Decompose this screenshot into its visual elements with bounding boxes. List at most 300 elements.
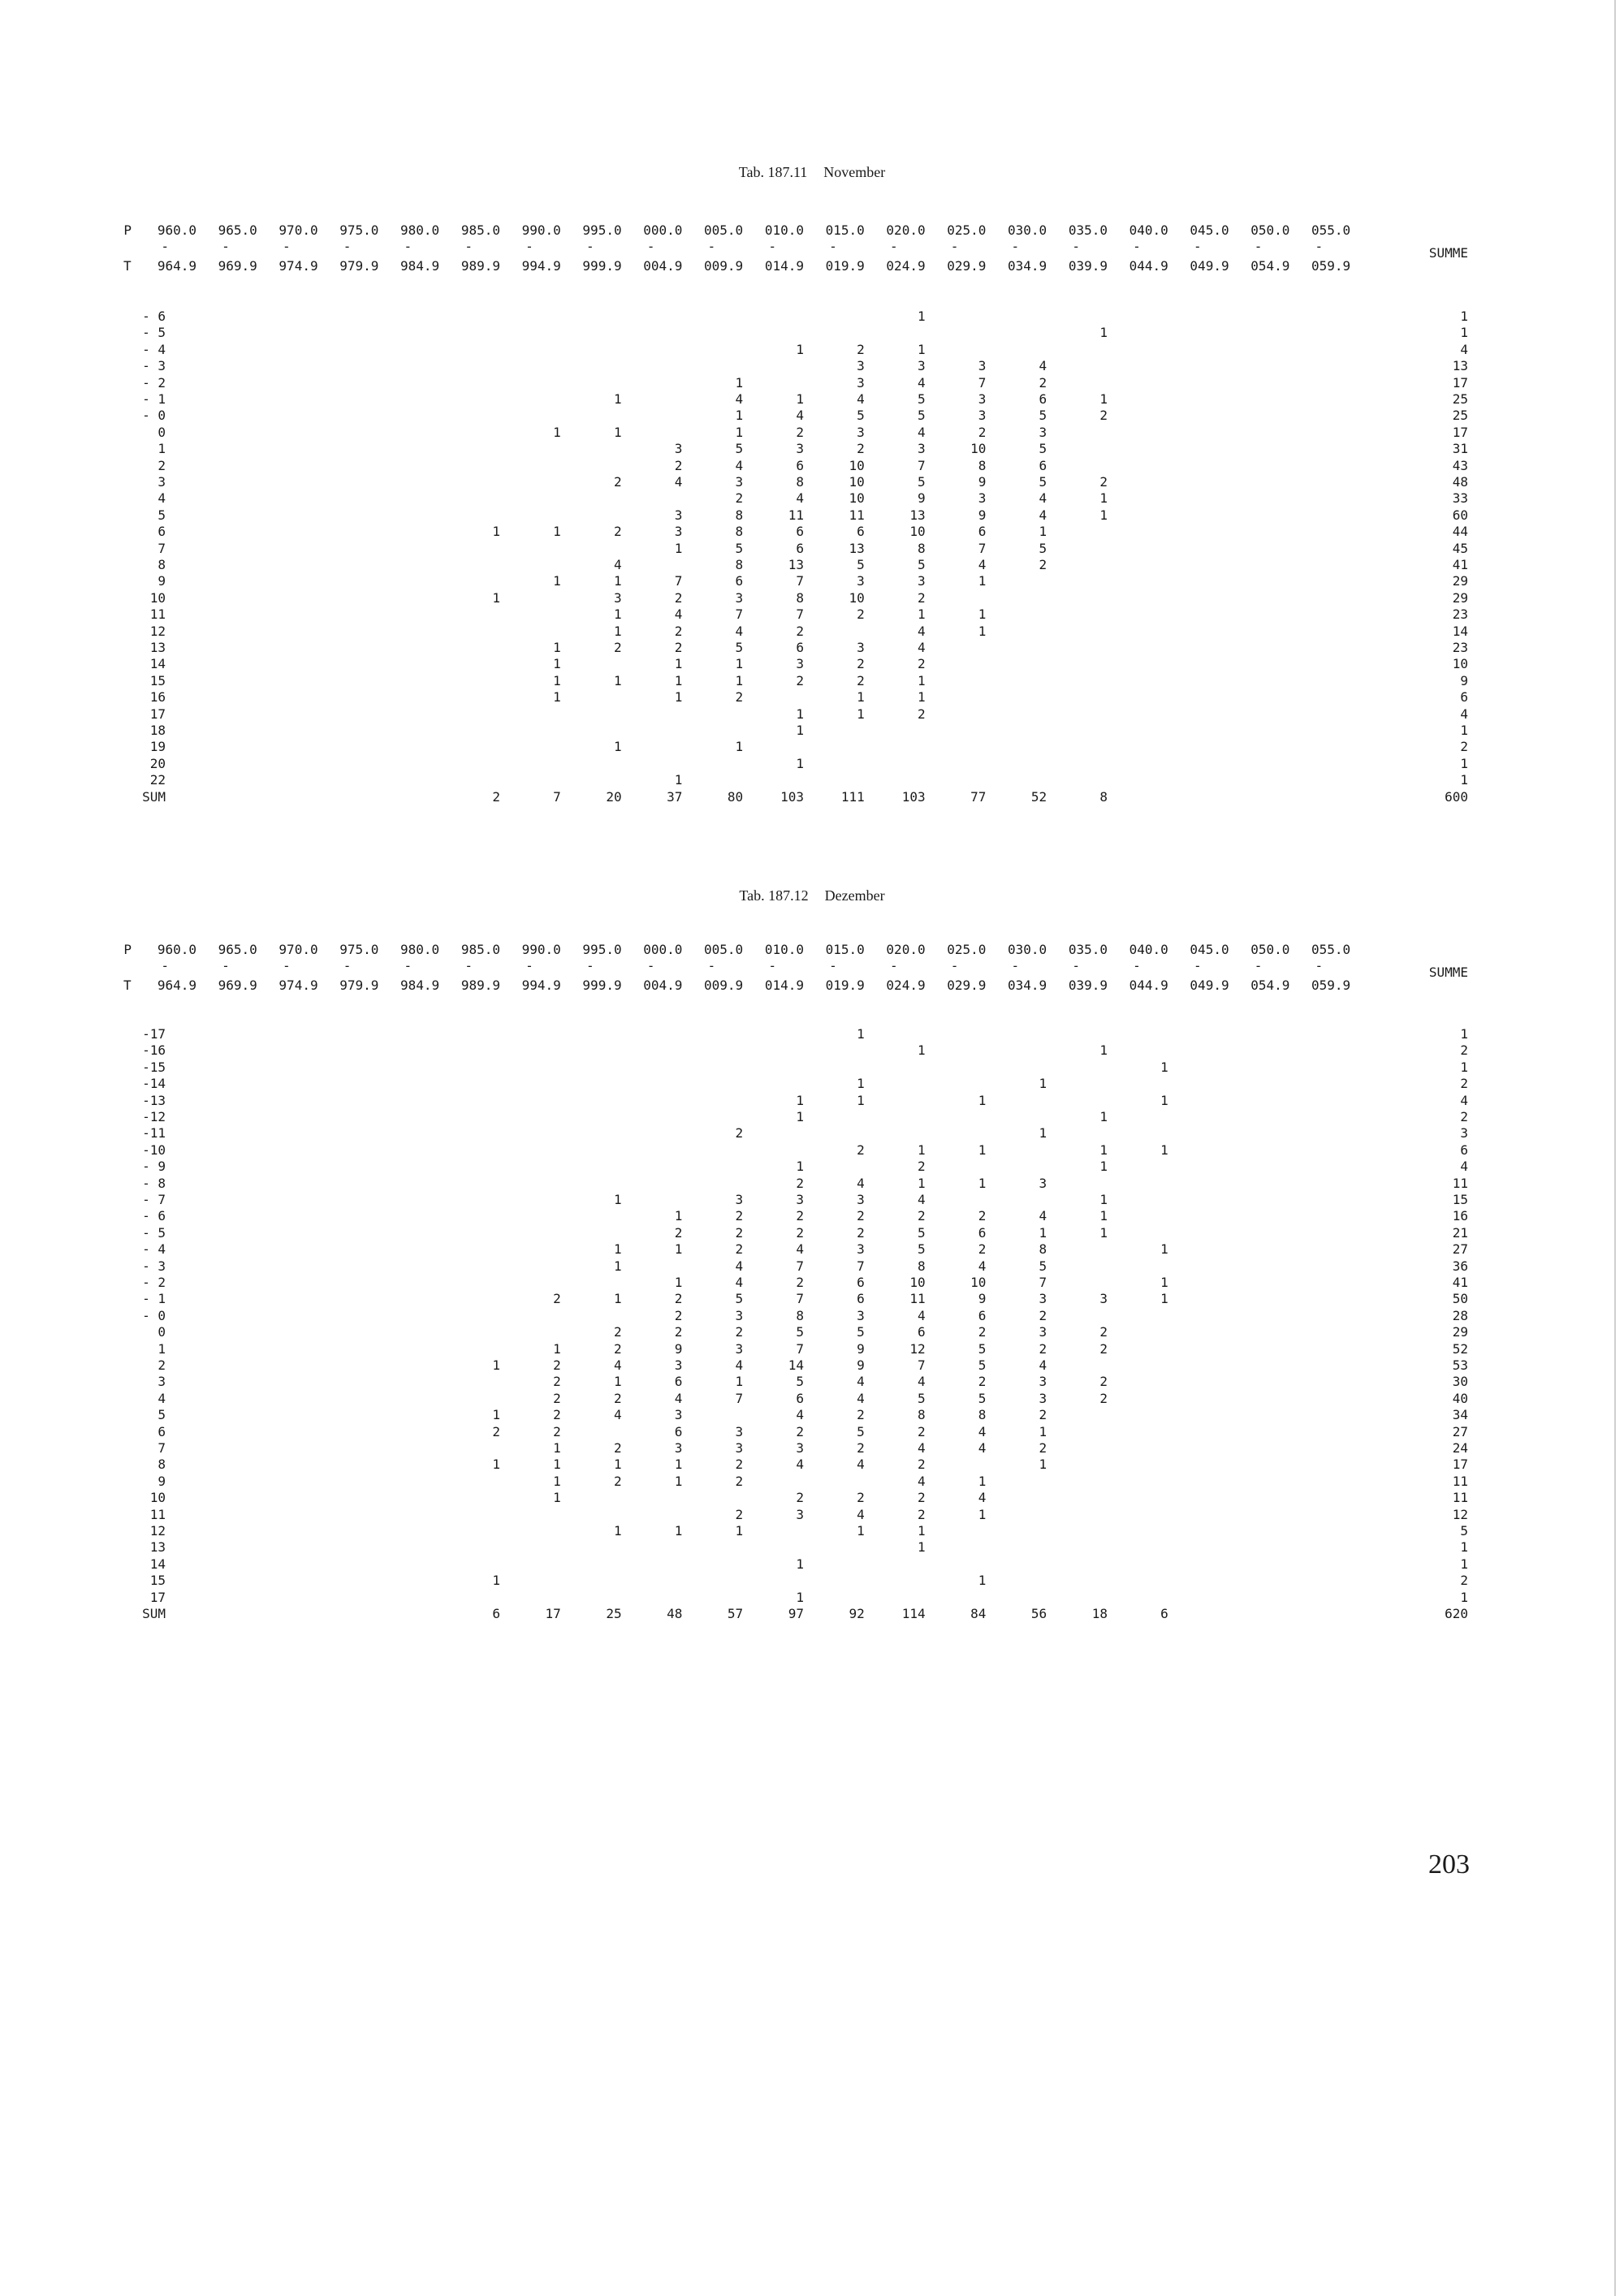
temperature-label: 5: [158, 507, 166, 523]
count-cell: 1: [674, 1457, 683, 1473]
count-cell: 1: [613, 1258, 622, 1274]
column-total: 103: [901, 788, 926, 805]
count-cell: 5: [978, 1390, 987, 1406]
count-cell: 2: [735, 490, 744, 507]
p-range-to: 054.9: [1250, 978, 1290, 993]
count-cell: 1: [674, 1275, 683, 1290]
count-cell: 2: [796, 424, 804, 440]
temperature-label: 8: [158, 1457, 166, 1473]
count-cell: 2: [978, 1324, 987, 1340]
p-range-dash: -: [646, 239, 655, 254]
row-total: 45: [1452, 540, 1468, 556]
count-cell: 2: [1039, 374, 1047, 391]
count-cell: 2: [553, 1407, 561, 1423]
p-range-dash: -: [1072, 239, 1080, 254]
temperature-label: -10: [142, 1142, 166, 1158]
p-range-to: 984.9: [400, 978, 440, 993]
count-cell: 5: [1039, 408, 1047, 424]
count-cell: 3: [1039, 1390, 1047, 1406]
count-cell: 1: [978, 1142, 987, 1158]
p-range-to: 049.9: [1190, 258, 1229, 274]
count-cell: 8: [735, 507, 744, 523]
count-cell: 1: [978, 623, 987, 639]
count-cell: 2: [735, 1324, 744, 1340]
row-total: 10: [1452, 656, 1468, 672]
p-range-dash: -: [889, 239, 898, 254]
count-cell: 1: [735, 739, 744, 755]
count-cell: 1: [613, 573, 622, 589]
count-cell: 8: [978, 457, 987, 473]
count-cell: 3: [917, 573, 926, 589]
temperature-label: - 4: [142, 341, 166, 357]
sum-label: SUM: [142, 1606, 166, 1621]
count-cell: 1: [613, 739, 622, 755]
count-cell: 2: [613, 1324, 622, 1340]
count-cell: 1: [674, 1523, 683, 1539]
temperature-label: - 3: [142, 1258, 166, 1274]
temperature-label: - 9: [142, 1159, 166, 1175]
count-cell: 4: [978, 557, 987, 572]
count-cell: 4: [917, 640, 926, 655]
temperature-label: 10: [149, 589, 166, 606]
count-cell: 1: [492, 1457, 500, 1473]
count-cell: 6: [978, 1307, 987, 1323]
p-range-from: 055.0: [1311, 222, 1351, 238]
temperature-label: 15: [149, 672, 166, 688]
count-cell: 2: [857, 656, 865, 672]
p-range-dash: -: [343, 958, 352, 973]
p-range-to: 044.9: [1129, 978, 1168, 993]
count-cell: 2: [1039, 1407, 1047, 1423]
p-range-dash: -: [464, 958, 473, 973]
count-cell: 4: [1039, 507, 1047, 523]
count-cell: 3: [796, 441, 804, 457]
count-cell: 1: [796, 391, 804, 407]
p-range-from: 000.0: [643, 942, 683, 957]
count-cell: 5: [796, 1374, 804, 1390]
p-range-from: 010.0: [764, 222, 804, 238]
p-range-from: 990.0: [521, 222, 561, 238]
p-range-to: 054.9: [1250, 258, 1290, 274]
p-range-from: 045.0: [1190, 222, 1229, 238]
count-cell: 3: [796, 1440, 804, 1456]
p-range-to: 974.9: [279, 978, 318, 993]
count-cell: 3: [1099, 1291, 1108, 1307]
grand-total: 620: [1445, 1606, 1468, 1621]
count-cell: 1: [613, 1374, 622, 1390]
count-cell: 6: [735, 573, 744, 589]
column-total: 48: [667, 1606, 683, 1621]
table-label: Tab. 187.12: [739, 887, 809, 904]
count-cell: 4: [796, 1407, 804, 1423]
temperature-label: 16: [149, 689, 166, 706]
column-total: 97: [788, 1606, 804, 1621]
count-cell: 3: [857, 1192, 865, 1207]
p-range-to: 019.9: [825, 978, 865, 993]
row-total: 11: [1452, 1175, 1468, 1191]
temperature-label: 1: [158, 441, 166, 457]
count-cell: 1: [1160, 1241, 1168, 1258]
count-cell: 2: [613, 640, 622, 655]
count-cell: 1: [674, 1241, 683, 1258]
count-cell: 9: [674, 1340, 683, 1357]
count-cell: 1: [1160, 1092, 1168, 1108]
count-cell: 3: [857, 1307, 865, 1323]
count-cell: 10: [970, 1275, 987, 1290]
count-cell: 1: [492, 1573, 500, 1589]
count-cell: 9: [978, 1291, 987, 1307]
count-cell: 4: [796, 1241, 804, 1258]
row-total: 60: [1452, 507, 1468, 523]
count-cell: 1: [613, 623, 622, 639]
count-cell: 3: [1039, 1374, 1047, 1390]
p-range-to: 034.9: [1008, 978, 1047, 993]
row-total: 29: [1452, 1324, 1468, 1340]
column-total: 25: [606, 1606, 622, 1621]
temperature-label: 6: [158, 1423, 166, 1439]
count-cell: 3: [917, 358, 926, 374]
row-total: 23: [1452, 640, 1468, 655]
count-cell: 1: [1099, 1208, 1108, 1224]
count-cell: 1: [674, 672, 683, 688]
p-range-from: 025.0: [947, 942, 987, 957]
count-cell: 1: [1160, 1291, 1168, 1307]
count-cell: 1: [553, 1473, 561, 1489]
p-range-dash: -: [1133, 239, 1141, 254]
count-cell: 2: [857, 441, 865, 457]
count-cell: 4: [917, 1440, 926, 1456]
column-total: 37: [667, 788, 683, 805]
count-cell: 1: [1099, 325, 1108, 341]
row-total: 1: [1460, 1556, 1468, 1572]
count-cell: 1: [735, 1374, 744, 1390]
column-total: 8: [1099, 788, 1108, 805]
count-cell: 1: [613, 1241, 622, 1258]
count-cell: 5: [1039, 1258, 1047, 1274]
count-cell: 2: [735, 689, 744, 706]
count-cell: 1: [917, 1539, 926, 1556]
p-range-from: 960.0: [157, 222, 197, 238]
count-cell: 10: [849, 490, 865, 507]
row-total: 27: [1452, 1423, 1468, 1439]
count-cell: 4: [735, 391, 744, 407]
count-cell: 9: [978, 474, 987, 490]
count-cell: 2: [796, 623, 804, 639]
p-range-from: 030.0: [1008, 222, 1047, 238]
count-cell: 10: [970, 441, 987, 457]
p-range-from: 015.0: [825, 942, 865, 957]
row-total: 1: [1460, 1026, 1468, 1042]
row-total: 25: [1452, 408, 1468, 424]
count-cell: 9: [917, 490, 926, 507]
count-cell: 1: [553, 1490, 561, 1506]
count-cell: 4: [796, 408, 804, 424]
count-cell: 1: [796, 1589, 804, 1605]
count-cell: 2: [857, 341, 865, 357]
temperature-label: 11: [149, 1506, 166, 1522]
row-total: 29: [1452, 589, 1468, 606]
p-range-dash: -: [829, 958, 837, 973]
row-total: 4: [1460, 1159, 1468, 1175]
row-total: 14: [1452, 623, 1468, 639]
count-cell: 3: [796, 1506, 804, 1522]
p-range-dash: -: [1315, 239, 1324, 254]
row-total: 29: [1452, 573, 1468, 589]
count-cell: 2: [857, 1142, 865, 1158]
page-edge-line: [1614, 0, 1616, 2296]
count-cell: 5: [917, 1241, 926, 1258]
count-cell: 6: [1039, 391, 1047, 407]
p-range-dash: -: [1133, 958, 1141, 973]
count-cell: 1: [978, 573, 987, 589]
count-cell: 2: [553, 1291, 561, 1307]
count-cell: 1: [613, 391, 622, 407]
count-cell: 1: [857, 706, 865, 722]
temperature-label: 17: [149, 706, 166, 722]
count-cell: 7: [978, 374, 987, 391]
count-cell: 1: [553, 1457, 561, 1473]
count-cell: 7: [796, 1340, 804, 1357]
count-cell: 1: [1039, 1125, 1047, 1142]
p-range-dash: -: [950, 239, 959, 254]
count-cell: 1: [1039, 1423, 1047, 1439]
p-range-to: 964.9: [157, 978, 197, 993]
count-cell: 4: [1039, 358, 1047, 374]
p-range-dash: -: [161, 958, 169, 973]
t-axis-label: T: [123, 978, 132, 993]
row-total: 2: [1460, 739, 1468, 755]
count-cell: 2: [613, 524, 622, 540]
temperature-label: 12: [149, 1523, 166, 1539]
count-cell: 1: [674, 1208, 683, 1224]
count-cell: 3: [735, 1440, 744, 1456]
temperature-label: - 7: [142, 1192, 166, 1207]
count-cell: 4: [857, 1506, 865, 1522]
count-cell: 5: [1039, 441, 1047, 457]
count-cell: 5: [1039, 474, 1047, 490]
count-cell: 5: [1039, 540, 1047, 556]
count-cell: 1: [917, 1042, 926, 1059]
temperature-label: 4: [158, 490, 166, 507]
row-total: 52: [1452, 1340, 1468, 1357]
count-cell: 5: [978, 1340, 987, 1357]
count-cell: 10: [849, 474, 865, 490]
row-total: 36: [1452, 1258, 1468, 1274]
temperature-label: 2: [158, 457, 166, 473]
count-cell: 11: [909, 1291, 926, 1307]
count-cell: 4: [857, 1390, 865, 1406]
p-range-dash: -: [222, 958, 230, 973]
count-cell: 13: [788, 557, 804, 572]
count-cell: 5: [857, 557, 865, 572]
temperature-label: - 1: [142, 391, 166, 407]
p-range-dash: -: [1193, 239, 1202, 254]
p-range-to: 004.9: [643, 258, 683, 274]
temperature-label: 20: [149, 755, 166, 771]
p-range-to: 009.9: [704, 258, 744, 274]
count-cell: 5: [917, 474, 926, 490]
count-cell: 1: [1099, 1042, 1108, 1059]
temperature-label: 13: [149, 640, 166, 655]
count-cell: 2: [796, 1175, 804, 1191]
count-cell: 2: [917, 1208, 926, 1224]
count-cell: 2: [796, 1423, 804, 1439]
p-range-to: 014.9: [764, 978, 804, 993]
temperature-label: 14: [149, 656, 166, 672]
count-cell: 6: [857, 524, 865, 540]
count-cell: 2: [735, 1125, 744, 1142]
count-cell: 2: [917, 1457, 926, 1473]
count-cell: 9: [857, 1357, 865, 1373]
count-cell: 2: [674, 1307, 683, 1323]
count-cell: 13: [909, 507, 926, 523]
column-total: 57: [727, 1606, 744, 1621]
count-cell: 2: [857, 1490, 865, 1506]
temperature-label: - 2: [142, 1275, 166, 1290]
count-cell: 2: [1039, 1340, 1047, 1357]
count-cell: 4: [857, 1374, 865, 1390]
count-cell: 3: [857, 640, 865, 655]
count-cell: 2: [613, 1390, 622, 1406]
count-cell: 4: [978, 1490, 987, 1506]
table-title: [0, 887, 1624, 904]
p-range-dash: -: [343, 239, 352, 254]
count-cell: 7: [978, 540, 987, 556]
count-cell: 5: [857, 408, 865, 424]
row-total: 6: [1460, 1142, 1468, 1158]
p-range-from: 990.0: [521, 942, 561, 957]
row-total: 48: [1452, 474, 1468, 490]
count-cell: 4: [978, 1440, 987, 1456]
count-cell: 1: [978, 1092, 987, 1108]
p-range-dash: -: [1011, 958, 1020, 973]
count-cell: 1: [553, 1340, 561, 1357]
page-number: 203: [1428, 1849, 1470, 1880]
count-cell: 2: [978, 424, 987, 440]
count-cell: 2: [674, 1291, 683, 1307]
count-cell: 1: [917, 689, 926, 706]
count-cell: 3: [978, 408, 987, 424]
count-cell: 2: [1099, 1390, 1108, 1406]
count-cell: 2: [917, 1490, 926, 1506]
temperature-label: -14: [142, 1076, 166, 1092]
p-range-to: 034.9: [1008, 258, 1047, 274]
row-total: 1: [1460, 772, 1468, 788]
count-cell: 8: [796, 1307, 804, 1323]
count-cell: 2: [796, 1275, 804, 1290]
count-cell: 2: [735, 1457, 744, 1473]
count-cell: 2: [613, 474, 622, 490]
column-total: 6: [1160, 1606, 1168, 1621]
temperature-label: 9: [158, 573, 166, 589]
count-cell: 1: [857, 1523, 865, 1539]
count-cell: 2: [796, 1208, 804, 1224]
count-cell: 1: [1039, 1457, 1047, 1473]
count-cell: 2: [857, 1224, 865, 1241]
count-cell: 8: [917, 1407, 926, 1423]
row-total: 11: [1452, 1473, 1468, 1489]
temperature-label: -17: [142, 1026, 166, 1042]
count-cell: 2: [978, 1241, 987, 1258]
count-cell: 1: [674, 772, 683, 788]
count-cell: 2: [1039, 557, 1047, 572]
p-range-from: 010.0: [764, 942, 804, 957]
temperature-label: 14: [149, 1556, 166, 1572]
count-cell: 7: [796, 1291, 804, 1307]
temperature-label: - 6: [142, 1208, 166, 1224]
count-cell: 2: [553, 1374, 561, 1390]
count-cell: 1: [857, 1092, 865, 1108]
count-cell: 1: [857, 1026, 865, 1042]
row-total: 28: [1452, 1307, 1468, 1323]
count-cell: 3: [796, 1192, 804, 1207]
count-cell: 4: [1039, 1357, 1047, 1373]
count-cell: 3: [735, 474, 744, 490]
count-cell: 4: [917, 623, 926, 639]
p-range-from: 045.0: [1190, 942, 1229, 957]
count-cell: 1: [553, 573, 561, 589]
row-total: 2: [1460, 1573, 1468, 1589]
count-cell: 6: [917, 1324, 926, 1340]
row-total: 33: [1452, 490, 1468, 507]
row-total: 1: [1460, 755, 1468, 771]
temperature-label: 0: [158, 1324, 166, 1340]
p-range-dash: -: [585, 239, 594, 254]
p-range-dash: -: [1011, 239, 1020, 254]
temperature-label: -16: [142, 1042, 166, 1059]
count-cell: 1: [857, 689, 865, 706]
count-cell: 1: [917, 1523, 926, 1539]
count-cell: 1: [553, 640, 561, 655]
count-cell: 9: [978, 507, 987, 523]
p-range-to: 014.9: [764, 258, 804, 274]
count-cell: 1: [674, 689, 683, 706]
p-range-to: 979.9: [339, 978, 379, 993]
column-total: 103: [780, 788, 804, 805]
p-range-from: 035.0: [1068, 222, 1108, 238]
t-axis-label: T: [123, 258, 132, 274]
row-total: 25: [1452, 391, 1468, 407]
p-range-from: 020.0: [886, 942, 926, 957]
count-cell: 8: [917, 540, 926, 556]
column-total: 111: [840, 788, 865, 805]
count-cell: 1: [735, 656, 744, 672]
count-cell: 1: [1160, 1142, 1168, 1158]
count-cell: 2: [917, 1423, 926, 1439]
summe-header: SUMME: [1428, 245, 1468, 261]
p-range-from: 995.0: [582, 942, 622, 957]
count-cell: 2: [553, 1357, 561, 1373]
column-total: 18: [1091, 1606, 1108, 1621]
summe-header: SUMME: [1428, 965, 1468, 980]
count-cell: 4: [735, 1275, 744, 1290]
count-cell: 1: [1099, 1192, 1108, 1207]
count-cell: 6: [1039, 457, 1047, 473]
count-cell: 5: [978, 1357, 987, 1373]
count-cell: 1: [613, 1192, 622, 1207]
count-cell: 1: [613, 1291, 622, 1307]
count-cell: 1: [735, 1523, 744, 1539]
count-cell: 1: [917, 1142, 926, 1158]
temperature-label: - 4: [142, 1241, 166, 1258]
count-cell: 2: [735, 1473, 744, 1489]
count-cell: 4: [917, 1192, 926, 1207]
count-cell: 6: [796, 1390, 804, 1406]
row-total: 41: [1452, 557, 1468, 572]
temperature-label: -13: [142, 1092, 166, 1108]
count-cell: 1: [796, 1092, 804, 1108]
count-cell: 4: [978, 1258, 987, 1274]
